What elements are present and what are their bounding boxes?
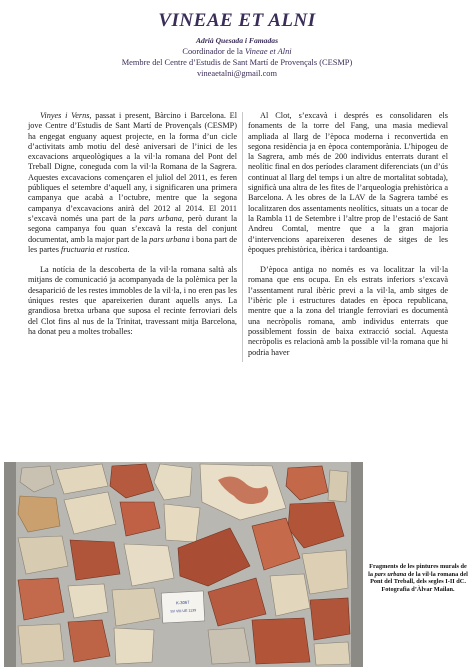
right-paragraph-1: Al Clot, s’excavà i després es consolidaren els fonaments de la torre del Fang, una masia medieval ampliada al llarg de l’època moderna i reconvertida en segona residència ja en època contemporània. L’hipogeu de la Sagrera, amb més de 200 individus enterrats durant el neolític final en dos períodes clarament diferenciats (un d’ús continuat al llarg del temps i un altre de mortalitat sobtada), significà una altra de les fites de l’arqueologia prehistòrica a Barcelona. A les obres de la LAV de la Sagrera també es localitzaren dos assentaments neolítics, situats un a tocar de la Rambla 11 de Setembre i l’altre prop de l’estació de Sant Andreu Comtal, mentre que a la gran majoria d’intervencions apareixeren desenes de sitges de les èpoques prehistòrica, ibèrica i tardoantiga. [248, 111, 448, 254]
author-role [0, 46, 474, 57]
author-membership: Membre del Centre d’Estudis de Sant Martí de Provençals (CESMP) [121, 58, 353, 67]
right-paragraph-2: D’època antiga no només es va localitzar la vil·la romana que ens ocupa. En els estrats inferiors s’excavà l’assentament rural ibèric previ a la vil·la, amb sitges de l’ibèric ple i estructures datades en època republicana, mentre que a la zona del triangle ferroviari es documentà una necròpolis romana, amb individus enterrats que possiblement fossin de baixa extracció social. Aquesta necròpolis es relacionà amb la possible vil·la romana que hi podria haver [248, 265, 448, 357]
right-column [248, 111, 448, 358]
caption-text-1: Fragments de les pintures murals de la [368, 563, 467, 578]
left-p1-text-1: , passat i present, Bàrcino i Barcelona. El jove Centre d’Estudis de Sant Martí de Provençals (CESMP) ha engegat enguany aquest projecte, en la forma d’un cicle d’activitats amb motiu del desè aniversari de l’inici de les excavacions arqueològiques a la vil·la romana del Pont del Treball Digne, coneguda com la vil·la Romana de la Sagrera. Aquestes excavacions començaren el juliol del 2011, es feren públiques el setembre d’aquell any, i significaren una primera campanya que acabà a l’octubre, mentre que la segona campanya d’excavacions anirà del 2012 al 2014. El 2011 s’excavà només una part de la [28, 111, 237, 223]
specimen-label-line-2: SV VIII UE 1139 [170, 608, 197, 614]
article-header [0, 10, 474, 79]
specimen-label-line-1: K-3067 [175, 599, 190, 606]
left-p1-italic-1: pars urbana [139, 213, 182, 223]
specimen-label [161, 591, 205, 623]
left-p1-italic-2: pars urbana [149, 234, 190, 244]
author-email: vineaetalni@gmail.com [196, 69, 278, 78]
left-paragraph-2: La notícia de la descoberta de la vil·la romana saltà als mitjans de comunicació ja acompanyada de la polèmica per la desaparició de les restes immobles de la vil·la, i no eren pas les úniques restes que apareixerien durant aquells anys. La grandiosa bretxa urbana que suposa el recinte ferroviari dels del Clot fins al nus de la Trinitat, travessant mitja Barcelona, ha donat peu a moltes troballes: [28, 265, 237, 336]
author-name: Adrià Quesada i Famadas [195, 36, 279, 45]
project-name: Vinyes i Verns [40, 111, 90, 120]
caption-italic: pars urbana [374, 570, 407, 578]
magazine-name: Vineae et Alni [244, 47, 292, 56]
column-divider [242, 112, 243, 362]
photo-illustration [4, 462, 363, 667]
left-p1-text-2: , però durant la segona campanya fou quan s’excavà la resta del conjunt documentat, amb la major part de la [28, 213, 237, 244]
left-p1-text-3: i bona part de les partes [28, 234, 237, 254]
caption-text-2: de la vil·la romana del Pont del Treball, dels segles I-II dC. Fotografia d’Àlvar Mailan. [370, 570, 468, 594]
photo-caption [367, 563, 469, 594]
left-p1-text-4: . [127, 244, 130, 254]
left-p1-italic-3: fructuaria et rustica [61, 244, 128, 254]
author-role-prefix: Coordinador de la [182, 47, 245, 56]
article-title: VINEAE ET ALNI [158, 10, 316, 31]
mural-fragments-photo [4, 462, 363, 667]
left-paragraph-1 [28, 111, 237, 255]
left-column [28, 111, 237, 337]
